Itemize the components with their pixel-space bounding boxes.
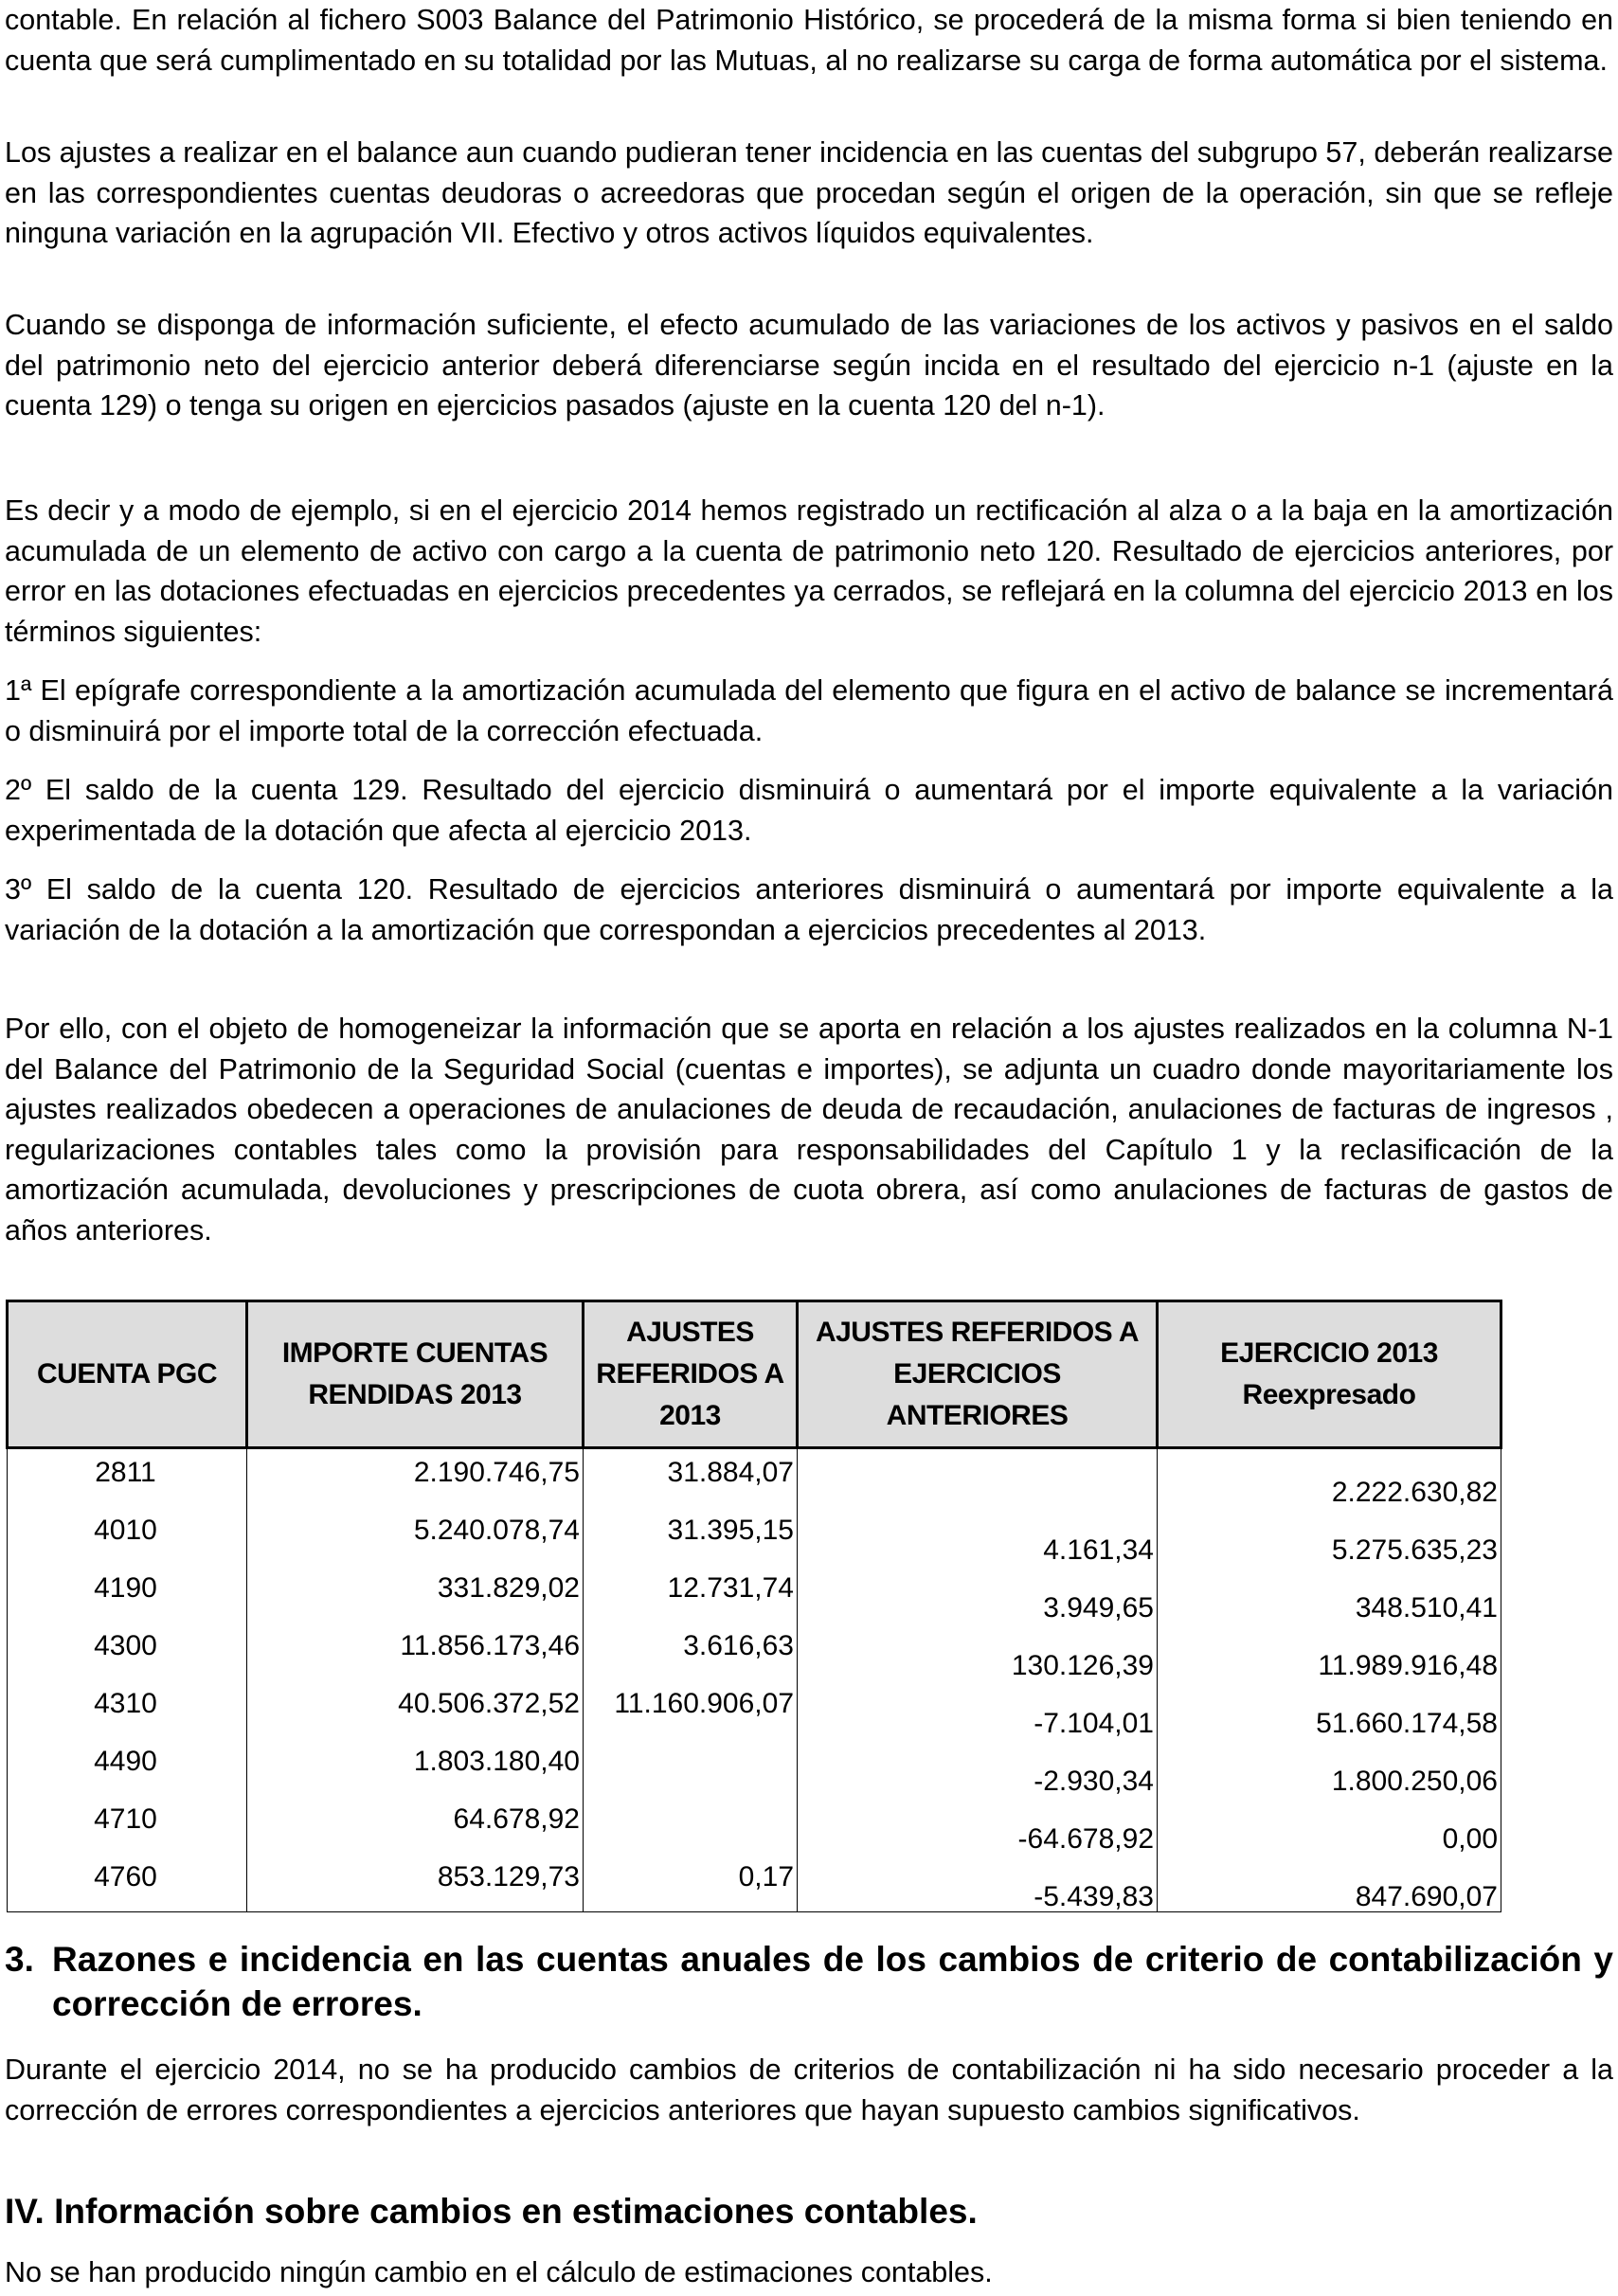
cell-ajuste-2013: 3.616,63 [584, 1623, 798, 1680]
cell-reexpresado: 1.800.250,06 [1158, 1738, 1501, 1796]
cell-reexpresado: 348.510,41 [1158, 1565, 1501, 1623]
cell-importe: 2.190.746,75 [247, 1448, 584, 1508]
cell-account: 4190 [8, 1565, 247, 1623]
cell-ajuste-anteriores: 130.126,39 [798, 1623, 1158, 1680]
table-row [8, 1507, 1501, 1565]
section-3-heading [5, 1937, 1613, 2026]
cell-reexpresado: 0,00 [1158, 1796, 1501, 1854]
cell-reexpresado: 847.690,07 [1158, 1854, 1501, 1912]
table-row [8, 1448, 1501, 1508]
cell-importe: 331.829,02 [247, 1565, 584, 1623]
paragraph-point-2: 2º El saldo de la cuenta 129. Resultado del ejercicio disminuirá o aumentará por el importe equivalente a la variación experimentada de la dotación que afecta al ejercicio 2013. [5, 774, 1613, 847]
table-header-row [8, 1301, 1501, 1448]
adjustments-table [6, 1300, 1502, 1912]
section-3-title: Razones e incidencia en las cuentas anuales de los cambios de criterio de contabilización y corrección de errores. [52, 1940, 1613, 2023]
cell-account: 4300 [8, 1623, 247, 1680]
header-ajustes-anteriores: AJUSTES REFERIDOS A EJERCICIOS ANTERIORES [798, 1301, 1158, 1448]
cell-reexpresado: 2.222.630,82 [1158, 1448, 1501, 1508]
cell-account: 4310 [8, 1680, 247, 1738]
table-row [8, 1854, 1501, 1912]
cell-account: 4490 [8, 1738, 247, 1796]
cell-account: 4010 [8, 1507, 247, 1565]
section-4-heading: IV. Información sobre cambios en estimaciones contables. [5, 2192, 978, 2231]
table-row [8, 1680, 1501, 1738]
paragraph-intro: contable. En relación al fichero S003 Balance del Patrimonio Histórico, se procederá de la misma forma si bien teniendo en cuenta que será cumplimentado en su totalidad por las Mutuas, al no realizarse su carga de forma automática por el sistema. [5, 4, 1613, 77]
section-3-number: 3. [5, 1940, 34, 1979]
cell-ajuste-anteriores: -7.104,01 [798, 1680, 1158, 1738]
cell-ajuste-anteriores: -5.439,83 [798, 1854, 1158, 1912]
cell-ajuste-2013 [584, 1796, 798, 1854]
cell-importe: 5.240.078,74 [247, 1507, 584, 1565]
section-4-body: No se han producido ningún cambio en el cálculo de estimaciones contables. [5, 2256, 993, 2288]
cell-account: 4710 [8, 1796, 247, 1854]
cell-reexpresado: 51.660.174,58 [1158, 1680, 1501, 1738]
header-ejercicio-reexpresado: EJERCICIO 2013 Reexpresado [1158, 1301, 1501, 1448]
cell-ajuste-2013: 11.160.906,07 [584, 1680, 798, 1738]
cell-ajuste-anteriores [798, 1448, 1158, 1508]
paragraph-example: Es decir y a modo de ejemplo, si en el ejercicio 2014 hemos registrado un rectificación al alza o a la baja en la amortización acumulada de un elemento de activo con cargo a la cuenta de patrimonio neto 120. Resultado de ejercicios anteriores, por error en las dotaciones efectuadas en ejercicios precedentes ya cerrados, se reflejará en la columna del ejercicio 2013 en los términos siguientes: [5, 494, 1613, 648]
cell-ajuste-2013: 0,17 [584, 1854, 798, 1912]
paragraph-point-3: 3º El saldo de la cuenta 120. Resultado de ejercicios anteriores disminuirá o aumentará por importe equivalente a la variación de la dotación a la amortización que correspondan a ejercicios precedentes al 2013. [5, 873, 1613, 946]
cell-ajuste-anteriores: 3.949,65 [798, 1565, 1158, 1623]
header-ajustes-2013: AJUSTES REFERIDOS A 2013 [584, 1301, 798, 1448]
cell-ajuste-2013 [584, 1738, 798, 1796]
cell-importe: 64.678,92 [247, 1796, 584, 1854]
table-row [8, 1738, 1501, 1796]
table-row [8, 1623, 1501, 1680]
cell-account: 2811 [8, 1448, 247, 1508]
paragraph-homogenize: Por ello, con el objeto de homogeneizar la información que se aporta en relación a los ajustes realizados en la columna N-1 del Balance del Patrimonio de la Seguridad Social (cuentas e importes), se adjunta un cuadro donde mayoritariamente los ajustes realizados obedecen a operaciones de anulaciones de deuda de recaudación, anulaciones de facturas de ingresos , regularizaciones contables tales como la provisión para responsabilidades del Capítulo 1 y la reclasificación de la amortización acumulada, devoluciones y prescripciones de cuota obrera, así como anulaciones de facturas de gastos de años anteriores. [5, 1013, 1613, 1247]
section-3-body: Durante el ejercicio 2014, no se ha producido cambios de criterios de contabilización ni ha sido necesario proceder a la corrección de errores correspondientes a ejercicios anteriores que hayan supuesto cambios significativos. [5, 2054, 1613, 2126]
cell-importe: 40.506.372,52 [247, 1680, 584, 1738]
table-row [8, 1796, 1501, 1854]
paragraph-adjustments: Los ajustes a realizar en el balance aun cuando pudieran tener incidencia en las cuentas del subgrupo 57, deberán realizarse en las correspondientes cuentas deudoras o acreedoras que procedan según el origen de la operación, sin que se refleje ninguna variación en la agrupación VII. Efectivo y otros activos líquidos equivalentes. [5, 136, 1613, 249]
cell-ajuste-2013: 31.395,15 [584, 1507, 798, 1565]
cell-importe: 1.803.180,40 [247, 1738, 584, 1796]
cell-importe: 11.856.173,46 [247, 1623, 584, 1680]
paragraph-cumulative-effect: Cuando se disponga de información suficiente, el efecto acumulado de las variaciones de los activos y pasivos en el saldo del patrimonio neto del ejercicio anterior deberá diferenciarse según incida en el resultado del ejercicio n-1 (ajuste en la cuenta 129) o tenga su origen en ejercicios pasados (ajuste en la cuenta 120 del n-1). [5, 309, 1613, 422]
table-row [8, 1565, 1501, 1623]
paragraph-point-1: 1ª El epígrafe correspondiente a la amortización acumulada del elemento que figura en el activo de balance se incrementará o disminuirá por el importe total de la corrección efectuada. [5, 674, 1613, 747]
cell-ajuste-anteriores: 4.161,34 [798, 1507, 1158, 1565]
cell-ajuste-2013: 12.731,74 [584, 1565, 798, 1623]
header-cuenta-pgc: CUENTA PGC [8, 1301, 247, 1448]
header-importe-cuentas: IMPORTE CUENTAS RENDIDAS 2013 [247, 1301, 584, 1448]
cell-reexpresado: 11.989.916,48 [1158, 1623, 1501, 1680]
cell-ajuste-anteriores: -2.930,34 [798, 1738, 1158, 1796]
cell-ajuste-2013: 31.884,07 [584, 1448, 798, 1508]
cell-importe: 853.129,73 [247, 1854, 584, 1912]
cell-reexpresado: 5.275.635,23 [1158, 1507, 1501, 1565]
cell-ajuste-anteriores: -64.678,92 [798, 1796, 1158, 1854]
cell-account: 4760 [8, 1854, 247, 1912]
